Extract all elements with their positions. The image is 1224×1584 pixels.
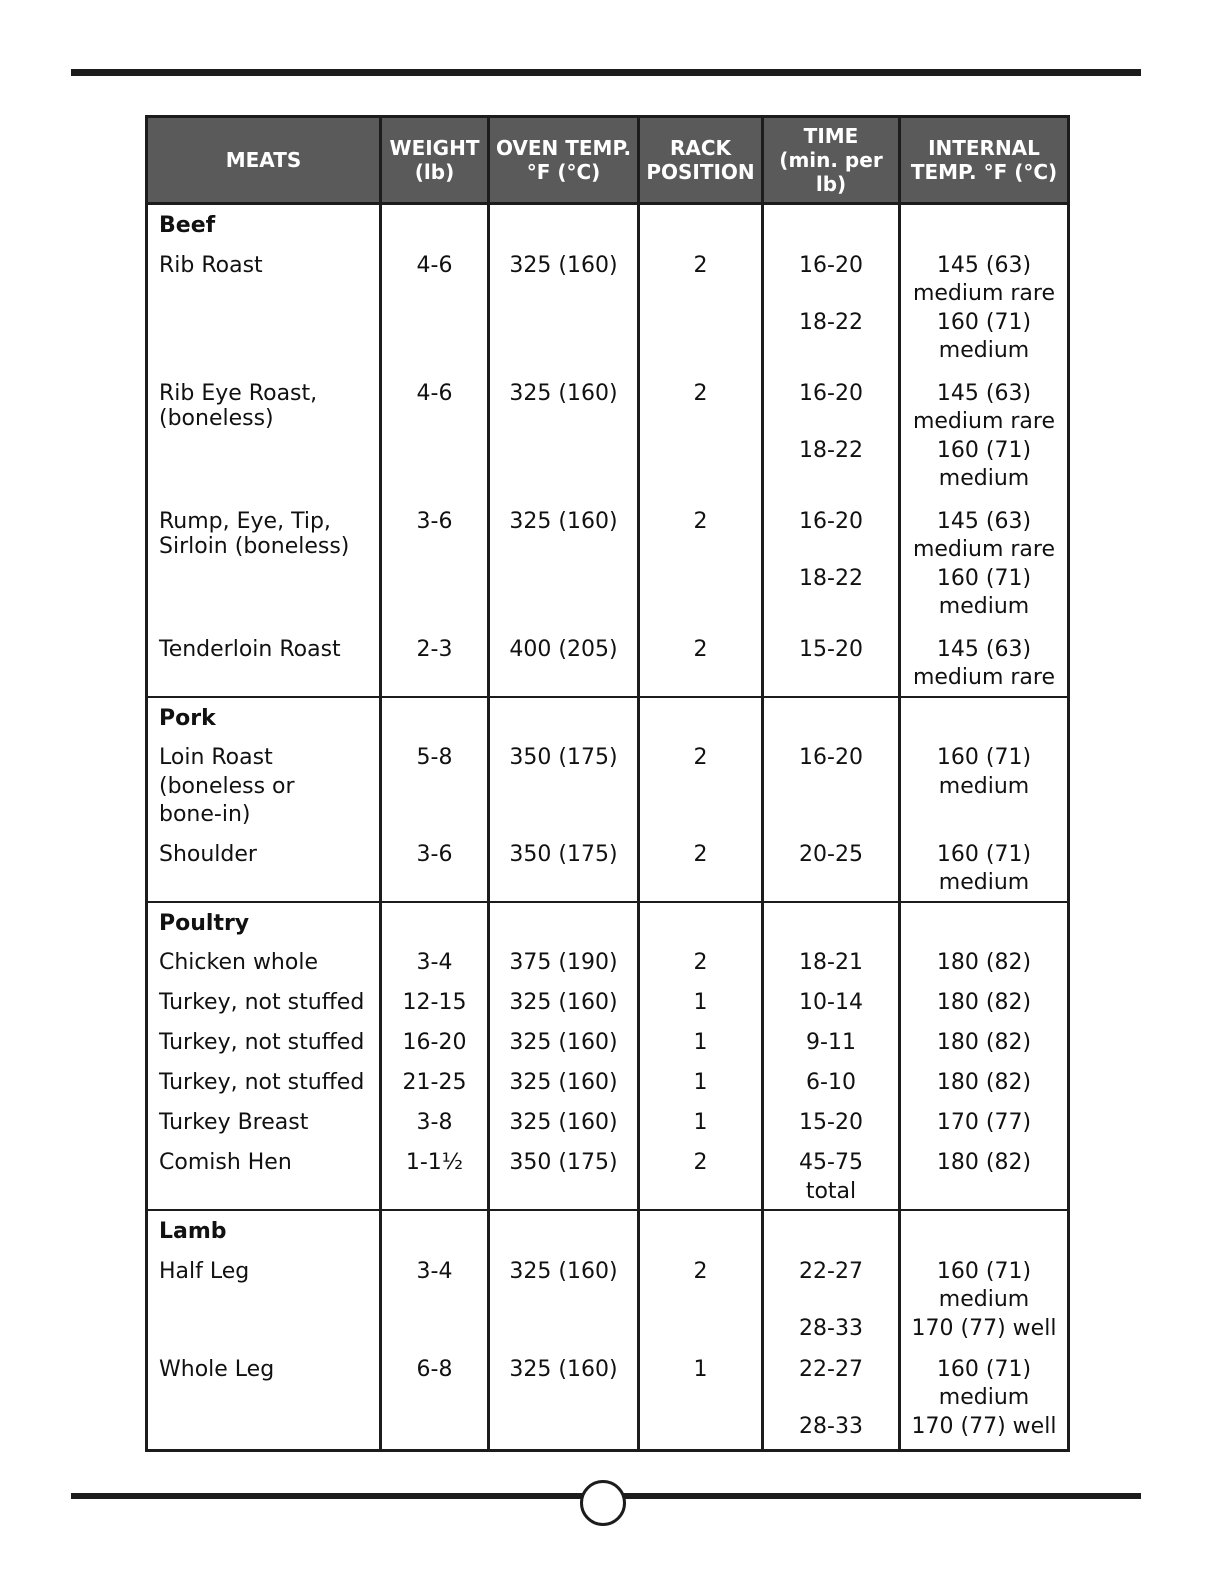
header-rack-position: RACK POSITION bbox=[639, 117, 763, 204]
time-cell: 16-20 18-22 bbox=[763, 497, 900, 625]
oven-temp-cell: 350 (175) bbox=[489, 1138, 639, 1210]
internal-temp-cell: 180 (82) bbox=[900, 1138, 1069, 1210]
oven-temp-cell: 400 (205) bbox=[489, 625, 639, 697]
internal-temp-cell: 170 (77) bbox=[900, 1098, 1069, 1138]
time-cell: 9-11 bbox=[763, 1018, 900, 1058]
time-cell: 18-21 bbox=[763, 938, 900, 978]
header-meats: MEATS bbox=[147, 117, 381, 204]
rack-cell: 2 bbox=[639, 938, 763, 978]
meat-name: Chicken whole bbox=[147, 938, 381, 978]
header-time: TIME (min. per lb) bbox=[763, 117, 900, 204]
rack-cell: 2 bbox=[639, 369, 763, 497]
page-number-circle bbox=[580, 1480, 626, 1526]
internal-temp-cell: 160 (71) medium 170 (77) well bbox=[900, 1345, 1069, 1451]
table-row bbox=[147, 1247, 1069, 1345]
internal-temp-cell: 180 (82) bbox=[900, 1058, 1069, 1098]
oven-temp-cell: 325 (160) bbox=[489, 1058, 639, 1098]
oven-temp-cell: 325 (160) bbox=[489, 978, 639, 1018]
table-row bbox=[147, 938, 1069, 978]
time-cell: 22-27 28-33 bbox=[763, 1345, 900, 1451]
oven-temp-cell: 325 (160) bbox=[489, 1018, 639, 1058]
oven-temp-cell: 325 (160) bbox=[489, 241, 639, 369]
meat-name: Rib Roast bbox=[147, 241, 381, 369]
table-row bbox=[147, 497, 1069, 625]
rack-cell: 2 bbox=[639, 241, 763, 369]
weight-cell: 3-4 bbox=[381, 1247, 489, 1345]
weight-cell: 6-8 bbox=[381, 1345, 489, 1451]
time-cell: 16-20 18-22 bbox=[763, 369, 900, 497]
table-row bbox=[147, 241, 1069, 369]
meat-name: Tenderloin Roast bbox=[147, 625, 381, 697]
table-row bbox=[147, 1138, 1069, 1210]
time-cell: 20-25 bbox=[763, 830, 900, 902]
meat-name: Loin Roast (boneless or bone-in) bbox=[147, 733, 381, 830]
weight-cell: 21-25 bbox=[381, 1058, 489, 1098]
weight-cell: 12-15 bbox=[381, 978, 489, 1018]
rack-cell: 1 bbox=[639, 978, 763, 1018]
oven-temp-cell: 375 (190) bbox=[489, 938, 639, 978]
oven-temp-cell: 350 (175) bbox=[489, 733, 639, 830]
table-row bbox=[147, 978, 1069, 1018]
time-cell: 45-75 total bbox=[763, 1138, 900, 1210]
internal-temp-cell: 145 (63) medium rare 160 (71) medium bbox=[900, 497, 1069, 625]
oven-temp-cell: 325 (160) bbox=[489, 369, 639, 497]
meat-name: Half Leg bbox=[147, 1247, 381, 1345]
internal-temp-cell: 160 (71) medium bbox=[900, 830, 1069, 902]
category-row-pork bbox=[147, 697, 1069, 734]
meat-name: Turkey, not stuffed bbox=[147, 1018, 381, 1058]
table-row bbox=[147, 1345, 1069, 1451]
table-row bbox=[147, 625, 1069, 697]
meat-name: Rump, Eye, Tip, Sirloin (boneless) bbox=[147, 497, 381, 625]
category-label: Lamb bbox=[147, 1210, 381, 1247]
meat-name: Comish Hen bbox=[147, 1138, 381, 1210]
category-label: Poultry bbox=[147, 902, 381, 939]
oven-temp-cell: 350 (175) bbox=[489, 830, 639, 902]
rack-cell: 1 bbox=[639, 1058, 763, 1098]
table-row bbox=[147, 1098, 1069, 1138]
time-cell: 6-10 bbox=[763, 1058, 900, 1098]
header-row bbox=[147, 117, 1069, 204]
rack-cell: 2 bbox=[639, 1247, 763, 1345]
weight-cell: 3-4 bbox=[381, 938, 489, 978]
time-cell: 16-20 18-22 bbox=[763, 241, 900, 369]
rack-cell: 2 bbox=[639, 497, 763, 625]
header-internal-temp: INTERNAL TEMP. °F (°C) bbox=[900, 117, 1069, 204]
rack-cell: 1 bbox=[639, 1345, 763, 1451]
weight-cell: 2-3 bbox=[381, 625, 489, 697]
table-row bbox=[147, 733, 1069, 830]
time-cell: 22-27 28-33 bbox=[763, 1247, 900, 1345]
top-rule bbox=[71, 69, 1141, 76]
weight-cell: 5-8 bbox=[381, 733, 489, 830]
rack-cell: 1 bbox=[639, 1018, 763, 1058]
rack-cell: 2 bbox=[639, 1138, 763, 1210]
table-row bbox=[147, 830, 1069, 902]
meat-name: Shoulder bbox=[147, 830, 381, 902]
meat-name: Rib Eye Roast, (boneless) bbox=[147, 369, 381, 497]
weight-cell: 3-8 bbox=[381, 1098, 489, 1138]
category-label: Beef bbox=[147, 204, 381, 241]
weight-cell: 3-6 bbox=[381, 497, 489, 625]
oven-temp-cell: 325 (160) bbox=[489, 1098, 639, 1138]
oven-temp-cell: 325 (160) bbox=[489, 1247, 639, 1345]
weight-cell: 1-1½ bbox=[381, 1138, 489, 1210]
rack-cell: 2 bbox=[639, 830, 763, 902]
meat-name: Turkey Breast bbox=[147, 1098, 381, 1138]
weight-cell: 4-6 bbox=[381, 241, 489, 369]
time-cell: 15-20 bbox=[763, 625, 900, 697]
internal-temp-cell: 180 (82) bbox=[900, 1018, 1069, 1058]
internal-temp-cell: 145 (63) medium rare bbox=[900, 625, 1069, 697]
table-row bbox=[147, 1058, 1069, 1098]
meat-name: Whole Leg bbox=[147, 1345, 381, 1451]
header-weight: WEIGHT (lb) bbox=[381, 117, 489, 204]
roasting-chart-table bbox=[145, 115, 1070, 1452]
category-row-lamb bbox=[147, 1210, 1069, 1247]
rack-cell: 1 bbox=[639, 1098, 763, 1138]
internal-temp-cell: 160 (71) medium bbox=[900, 733, 1069, 830]
time-cell: 10-14 bbox=[763, 978, 900, 1018]
category-row-poultry bbox=[147, 902, 1069, 939]
rack-cell: 2 bbox=[639, 625, 763, 697]
table-row bbox=[147, 369, 1069, 497]
category-label: Pork bbox=[147, 697, 381, 734]
category-row-beef bbox=[147, 204, 1069, 241]
internal-temp-cell: 145 (63) medium rare 160 (71) medium bbox=[900, 369, 1069, 497]
internal-temp-cell: 145 (63) medium rare 160 (71) medium bbox=[900, 241, 1069, 369]
meat-name: Turkey, not stuffed bbox=[147, 1058, 381, 1098]
weight-cell: 4-6 bbox=[381, 369, 489, 497]
oven-temp-cell: 325 (160) bbox=[489, 497, 639, 625]
rack-cell: 2 bbox=[639, 733, 763, 830]
weight-cell: 3-6 bbox=[381, 830, 489, 902]
internal-temp-cell: 180 (82) bbox=[900, 978, 1069, 1018]
internal-temp-cell: 160 (71) medium 170 (77) well bbox=[900, 1247, 1069, 1345]
internal-temp-cell: 180 (82) bbox=[900, 938, 1069, 978]
oven-temp-cell: 325 (160) bbox=[489, 1345, 639, 1451]
header-oven-temp: OVEN TEMP. °F (°C) bbox=[489, 117, 639, 204]
weight-cell: 16-20 bbox=[381, 1018, 489, 1058]
meat-name: Turkey, not stuffed bbox=[147, 978, 381, 1018]
table-header bbox=[147, 117, 1069, 204]
time-cell: 16-20 bbox=[763, 733, 900, 830]
time-cell: 15-20 bbox=[763, 1098, 900, 1138]
table-row bbox=[147, 1018, 1069, 1058]
